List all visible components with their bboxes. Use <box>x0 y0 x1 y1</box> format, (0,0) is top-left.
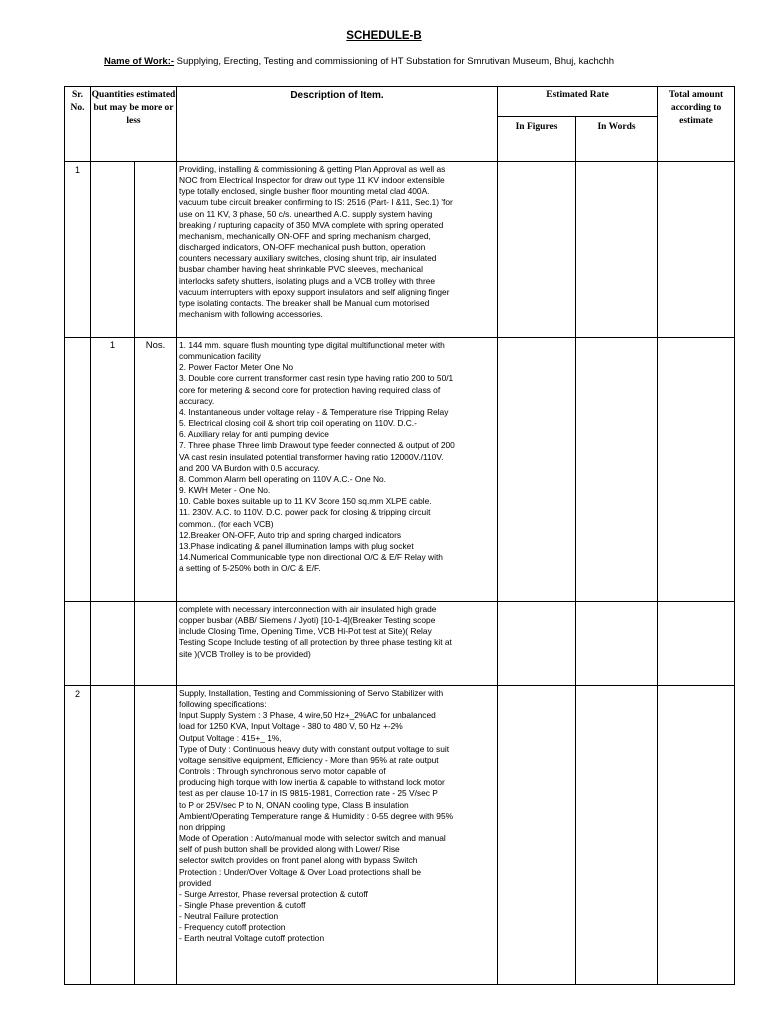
description-line: breaking / rupturing capacity of 350 MVA complete with spring operated <box>179 219 444 230</box>
row-description <box>177 602 498 686</box>
schedule-table <box>64 86 735 985</box>
row-description <box>177 338 498 602</box>
description-line: 3. Double core current transformer cast resin type having ratio 200 to 50/1 <box>179 373 454 384</box>
description-line: 7. Three phase Three limb Drawout type feeder connected & output of 200 <box>179 440 455 451</box>
row-sr-no <box>65 338 91 602</box>
description-line: VA cast resin insulated potential transformer having ratio 12000V./110V. <box>179 451 444 462</box>
description-line: 4. Instantaneous under voltage relay - & Temperature rise Tripping Relay <box>179 406 449 417</box>
description-line: interlocks safety shutters, isolating plugs and a VCB trolley with three <box>179 275 436 286</box>
description-line: provided <box>179 877 212 888</box>
description-line: - Frequency cutoff protection <box>179 922 286 933</box>
description-line: to P or 25V/sec P to N, ONAN cooling type, Class B insulation <box>179 799 409 810</box>
row-sr-no: 2 <box>65 686 91 985</box>
row-sr-no: 1 <box>65 162 91 338</box>
row-rate-words <box>576 338 658 602</box>
description-line: - Earth neutral Voltage cutoff protection <box>179 933 325 944</box>
row-rate-figures <box>498 602 576 686</box>
table-row <box>65 162 735 338</box>
table-row <box>65 338 735 602</box>
row-quantity <box>91 602 135 686</box>
description-line: Type of Duty : Continuous heavy duty with constant output voltage to suit <box>179 743 450 754</box>
row-description <box>177 162 498 338</box>
row-total-amount <box>658 602 735 686</box>
row-unit: Nos. <box>135 338 177 602</box>
description-line: mechanism with following accessories. <box>179 309 323 320</box>
description-line: following specifications: <box>179 699 267 710</box>
row-quantity <box>91 162 135 338</box>
row-rate-figures <box>498 162 576 338</box>
description-line: NOC from Electrical Inspector for draw out type 11 KV indoor extensible <box>179 175 445 186</box>
row-total-amount <box>658 162 735 338</box>
description-line: Output Voltage : 415+_ 1%, <box>179 732 282 743</box>
description-line: - Surge Arrestor, Phase reversal protection & cutoff <box>179 888 368 899</box>
description-line: 2. Power Factor Meter One No <box>179 362 294 373</box>
header-description: Description of Item. <box>177 87 498 162</box>
description-line: use on 11 KV, 3 phase, 50 c/s. unearthed A.C. supply system having <box>179 208 433 219</box>
description-line: 6. Auxiliary relay for anti pumping device <box>179 429 329 440</box>
row-rate-words <box>576 162 658 338</box>
row-rate-words <box>576 686 658 985</box>
header-total-amount: Total amount according to estimate <box>658 87 735 162</box>
description-line: site )(VCB Trolley is to be provided) <box>179 648 311 659</box>
description-line: and 200 VA Burdon with 0.5 accuracy. <box>179 462 320 473</box>
description-line: non dripping <box>179 821 226 832</box>
description-line: vacuum tube circuit breaker confirming to IS: 2516 (Part- I &11, Sec.1) 'for <box>179 197 453 208</box>
description-line: test as per clause 10-17 in IS 9815-1981, Correction rate - 25 V/sec P <box>179 788 438 799</box>
description-line: Providing, installing & commissioning & getting Plan Approval as well as <box>179 164 446 174</box>
description-line: complete with necessary interconnection with air insulated high grade <box>179 604 437 614</box>
description-line: 1. 144 mm. square flush mounting type digital multifunctional meter with <box>179 340 445 350</box>
description-line: selector switch provides on front panel along with bypass Switch <box>179 855 418 866</box>
header-in-figures: In Figures <box>498 117 576 162</box>
header-estimated-rate: Estimated Rate <box>498 87 658 117</box>
row-quantity <box>91 686 135 985</box>
description-line: copper busbar (ABB/ Siemens / Jyoti) [10-1-4](Breaker Testing scope <box>179 615 436 626</box>
row-unit <box>135 602 177 686</box>
description-line: counters necessary auxiliary switches, closing shunt trip, air insulated <box>179 253 437 264</box>
description-line: Input Supply System : 3 Phase, 4 wire,50 Hz+_2%AC for unbalanced <box>179 710 436 721</box>
description-line: 9. KWH Meter - One No. <box>179 485 271 496</box>
description-line: 14.Numerical Communicable type non directional O/C & E/F Relay with <box>179 551 443 562</box>
description-line: Supply, Installation, Testing and Commissioning of Servo Stabilizer with <box>179 688 444 698</box>
description-line: discharged indicators, ON-OFF mechanical push button, operation <box>179 242 426 253</box>
row-description <box>177 686 498 985</box>
header-quantities: Quantities estimated but may be more or less <box>91 87 177 162</box>
description-line: 13.Phase indicating & panel illumination lamps with plug socket <box>179 540 414 551</box>
name-of-work <box>104 56 614 67</box>
description-line: voltage sensitive equipment, Efficiency - More than 95% at rate output <box>179 754 439 765</box>
description-line: - Single Phase prevention & cutoff <box>179 899 306 910</box>
description-line: producing high torque with low inertia & capable to withstand lock motor <box>179 777 445 788</box>
description-line: mechanism, mechanically ON-OFF and spring mechanism charged, <box>179 230 431 241</box>
table-row <box>65 686 735 985</box>
row-unit <box>135 162 177 338</box>
description-line: a setting of 5-250% both in O/C & E/F. <box>179 563 321 574</box>
description-line: self of push button shall be provided along with Lower/ Rise <box>179 844 400 855</box>
description-line: 11. 230V. A.C. to 110V. D.C. power pack for closing & tripping circuit <box>179 507 431 518</box>
row-rate-words <box>576 602 658 686</box>
name-of-work-label: Name of Work:- <box>104 56 175 67</box>
row-rate-figures <box>498 338 576 602</box>
description-line: busbar chamber having heat shrinkable PVC sleeves, mechanical <box>179 264 423 275</box>
name-of-work-text: Supplying, Erecting, Testing and commissioning of HT Substation for Smrutivan Museum, Bhuj, kachchh <box>174 56 615 67</box>
header-row <box>65 87 735 117</box>
description-line: Protection : Under/Over Voltage & Over Load protections shall be <box>179 866 422 877</box>
description-line: Testing Scope Include testing of all protection by three phase testing kit at <box>179 637 452 648</box>
row-sr-no <box>65 602 91 686</box>
table-row <box>65 602 735 686</box>
description-line: - Neutral Failure protection <box>179 911 279 922</box>
description-line: include Closing Time, Opening Time, VCB Hi-Pot test at Site)( Relay <box>179 626 432 637</box>
description-line: 8. Common Alarm bell operating on 110V A.C.- One No. <box>179 473 387 484</box>
row-total-amount <box>658 338 735 602</box>
row-quantity: 1 <box>91 338 135 602</box>
description-line: vacuum interrupters with epoxy support insulators and self aligning finger <box>179 286 450 297</box>
row-total-amount <box>658 686 735 985</box>
row-unit <box>135 686 177 985</box>
description-line: Mode of Operation : Auto/manual mode with selector switch and manual <box>179 833 446 844</box>
description-line: common.. (for each VCB) <box>179 518 274 529</box>
description-line: load for 1250 KVA, Input Voltage - 380 to 480 V, 50 Hz +-2% <box>179 721 403 732</box>
row-rate-figures <box>498 686 576 985</box>
description-line: communication facility <box>179 351 261 362</box>
description-line: Ambient/Operating Temperature range & Humidity : 0-55 degree with 95% <box>179 810 454 821</box>
description-line: Controls : Through synchronous servo motor capable of <box>179 766 386 777</box>
description-line: 12.Breaker ON-OFF, Auto trip and spring charged indicators <box>179 529 402 540</box>
header-sr-no: Sr. No. <box>65 87 91 162</box>
description-line: accuracy. <box>179 395 215 406</box>
description-line: type isolating contacts. The breaker shall be Manual cum motorised <box>179 297 430 308</box>
description-line: 5. Electrical closing coil & short trip coil operating on 110V. D.C.- <box>179 418 417 429</box>
header-in-words: In Words <box>576 117 658 162</box>
description-line: core for metering & second core for protection having required class of <box>179 384 441 395</box>
schedule-title: SCHEDULE-B <box>346 30 422 42</box>
description-line: 10. Cable boxes suitable up to 11 KV 3core 150 sq.mm XLPE cable. <box>179 496 432 507</box>
description-line: type totally enclosed, single busher floor mounting metal clad 400A. <box>179 186 430 197</box>
